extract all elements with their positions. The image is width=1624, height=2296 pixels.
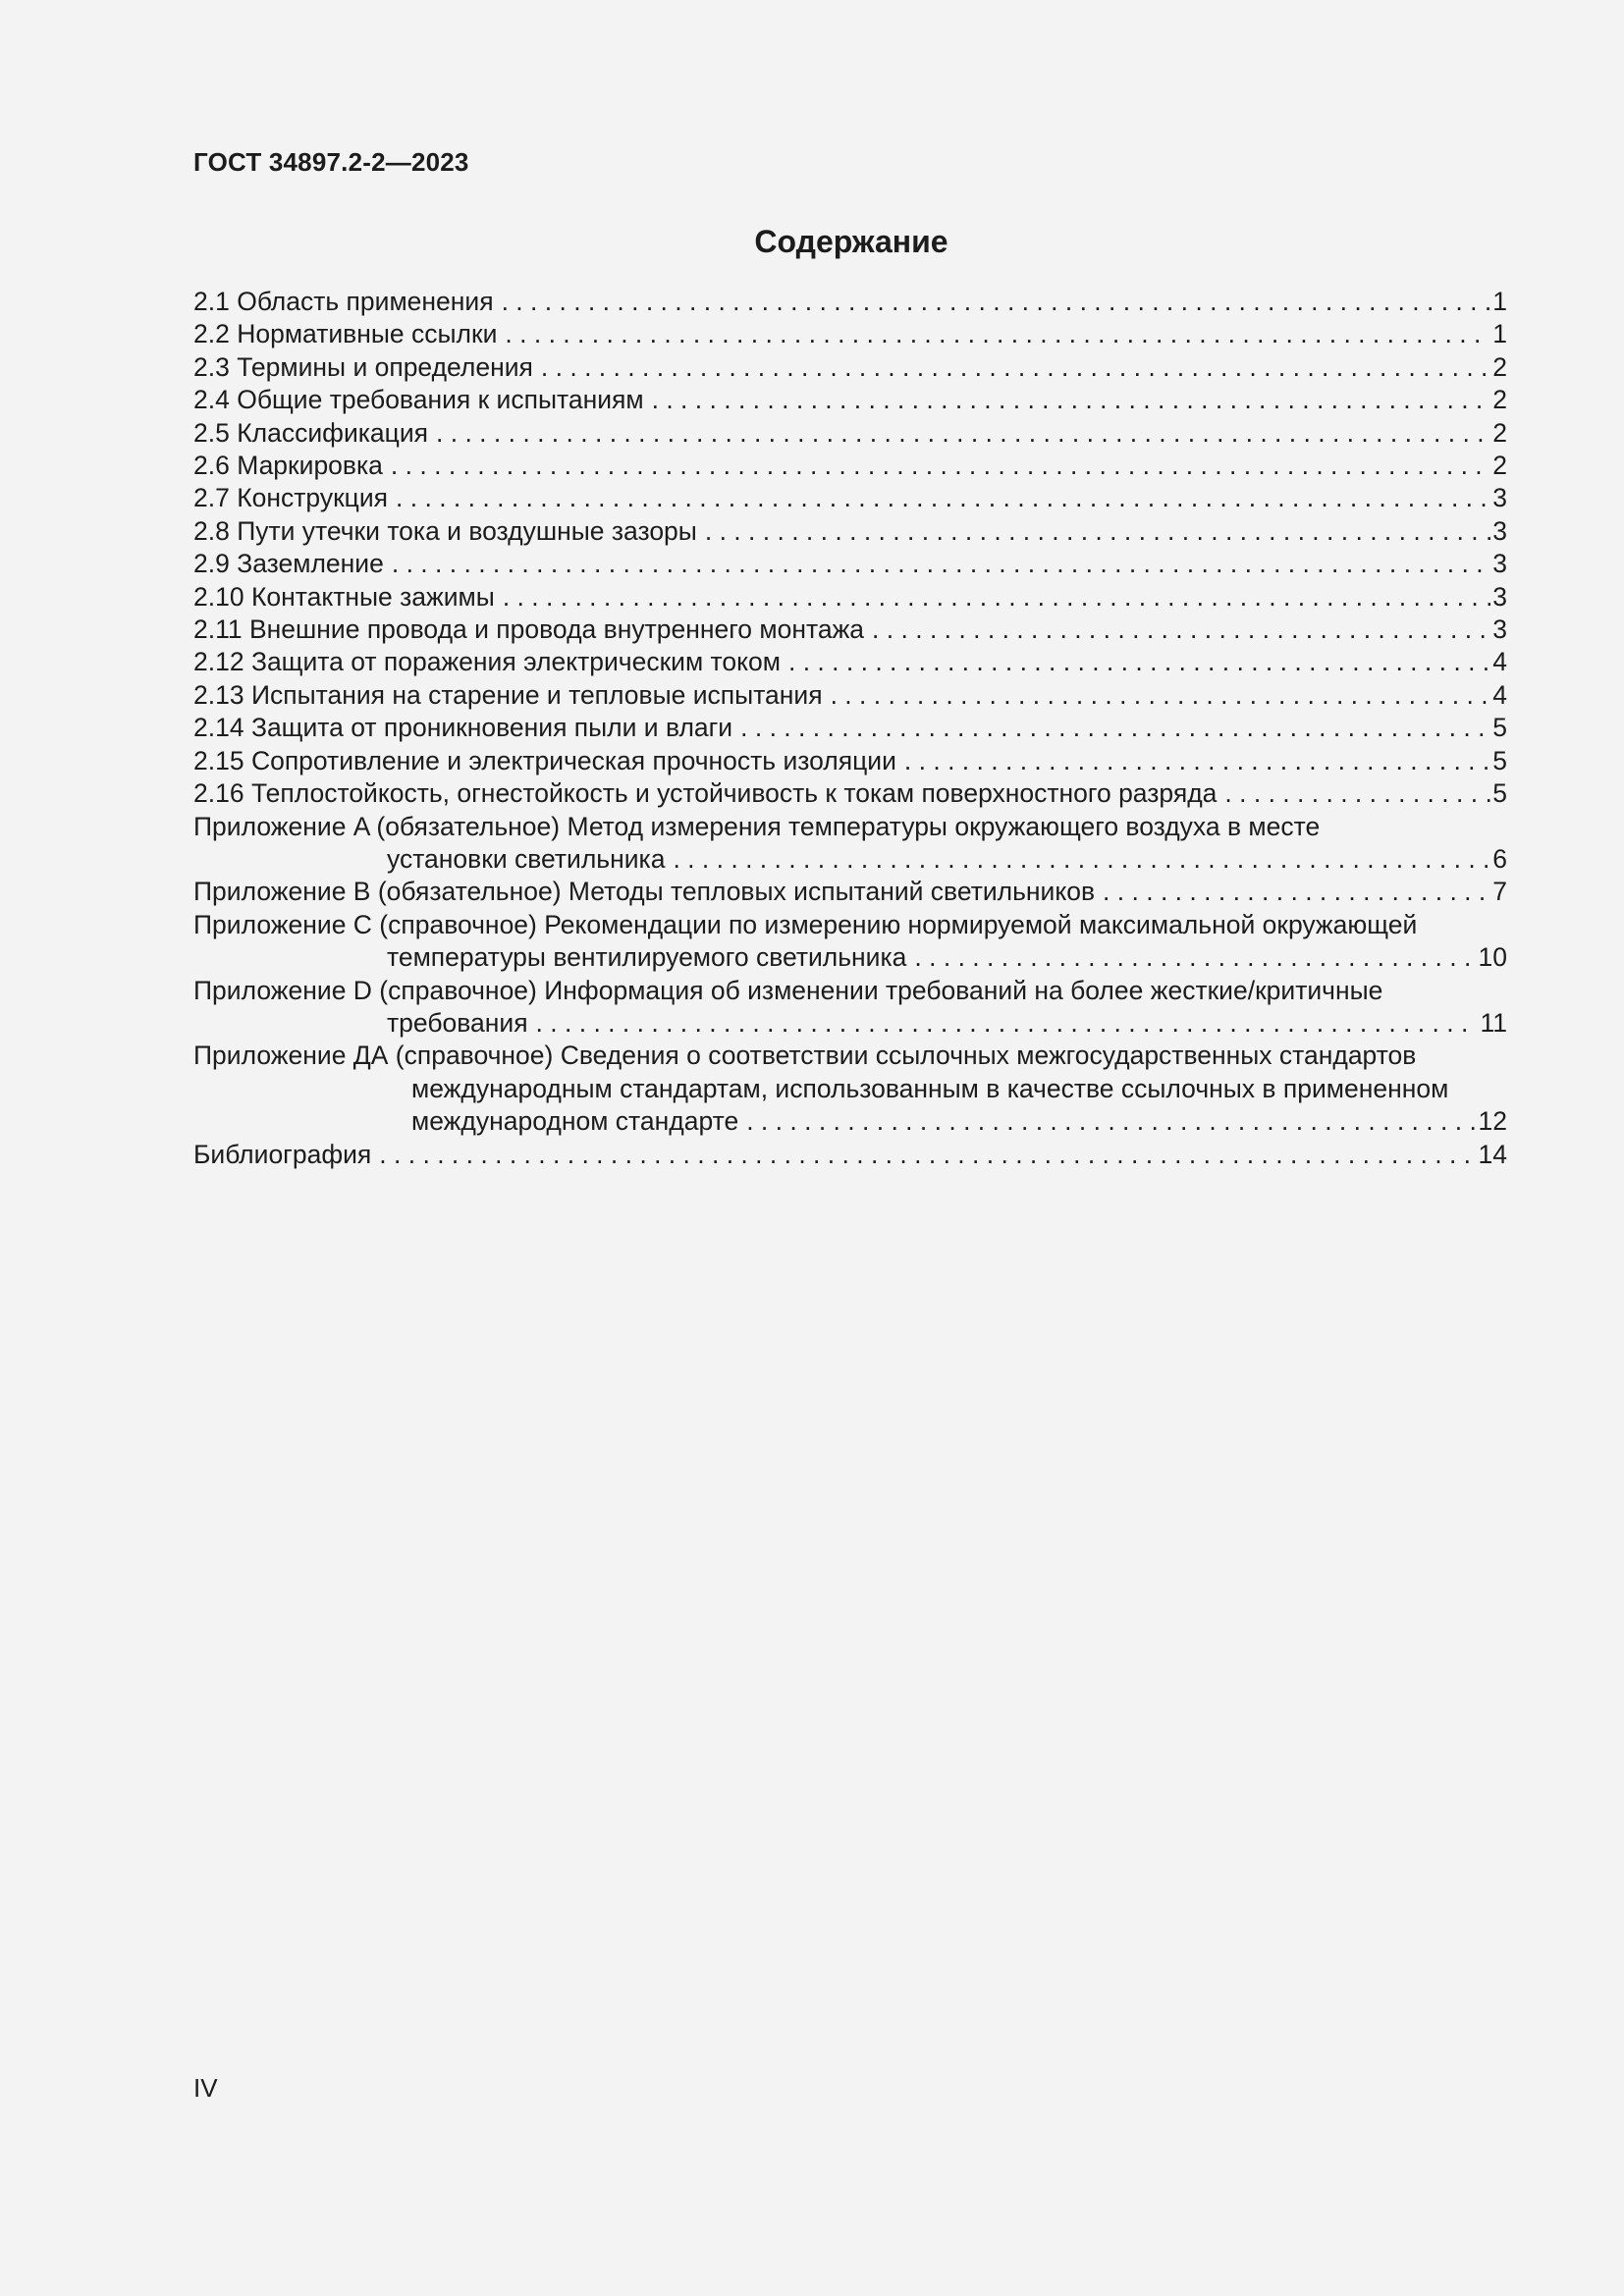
toc-entry-page: 3 <box>1492 581 1507 612</box>
toc-leader-dots <box>505 318 1490 350</box>
toc-entry-page: 14 <box>1478 1139 1507 1169</box>
toc-entry-label: 2.14 Защита от проникновения пыли и влаги <box>193 713 733 743</box>
toc-annex-a-line1[interactable] <box>193 811 1507 843</box>
toc-entry-page: 5 <box>1492 745 1507 775</box>
toc-entry-page: 5 <box>1492 778 1507 809</box>
toc-entry[interactable] <box>193 482 1507 514</box>
toc-leader-dots <box>436 417 1490 450</box>
toc-entry-label: 2.2 Нормативные ссылки <box>193 319 498 349</box>
toc-entry-page: 4 <box>1492 679 1507 710</box>
toc-entry-label: 2.12 Защита от поражения электрическим током <box>193 647 781 677</box>
toc-leader-dots <box>536 1007 1479 1040</box>
toc-title: Содержание <box>754 224 948 259</box>
toc-leader-dots <box>541 351 1490 384</box>
toc-entry-label: Приложение A (обязательное) Метод измерения температуры окружающего воздуха в месте <box>193 811 1321 841</box>
table-of-contents <box>193 286 1507 1171</box>
toc-annex-da-line1[interactable] <box>193 1040 1507 1072</box>
toc-entry-label: Библиография <box>193 1139 372 1169</box>
document-code: ГОСТ 34897.2-2—2023 <box>193 147 469 177</box>
toc-entry-label: Приложение C (справочное) Рекомендации по измерению нормируемой максимальной окружающей <box>193 909 1418 939</box>
toc-entry-label: Приложение D (справочное) Информация об изменении требований на более жесткие/критичные <box>193 975 1383 1005</box>
toc-annex-c-line1[interactable] <box>193 909 1507 941</box>
toc-entry-label: 2.1 Область применения <box>193 287 494 316</box>
toc-annex-c-line2[interactable] <box>193 941 1507 974</box>
toc-leader-dots <box>746 1105 1476 1138</box>
toc-entry[interactable] <box>193 745 1507 777</box>
toc-entry[interactable] <box>193 351 1507 384</box>
toc-entry-label: 2.8 Пути утечки тока и воздушные зазоры <box>193 515 697 546</box>
toc-annex-d-line1[interactable] <box>193 975 1507 1007</box>
toc-entry-label: 2.15 Сопротивление и электрическая прочность изоляции <box>193 745 896 775</box>
toc-entry-page: 11 <box>1480 1007 1507 1038</box>
toc-entry[interactable] <box>193 679 1507 712</box>
toc-leader-dots <box>1224 777 1490 810</box>
toc-entry-label: 2.10 Контактные зажимы <box>193 581 495 612</box>
toc-entry[interactable] <box>193 581 1507 614</box>
toc-entry-label: установки светильника <box>387 843 666 874</box>
toc-entry-label: 2.9 Заземление <box>193 549 384 579</box>
toc-entry[interactable] <box>193 450 1507 482</box>
toc-entry-label: международным стандартам, использованным в качестве ссылочных в примененном <box>411 1073 1449 1103</box>
toc-entry-label: 2.4 Общие требования к испытаниям <box>193 385 644 415</box>
toc-entry[interactable] <box>193 318 1507 350</box>
toc-entry[interactable] <box>193 646 1507 678</box>
toc-entry[interactable] <box>193 286 1507 318</box>
toc-entry-label: международном стандарте <box>411 1106 739 1137</box>
toc-entry-page: 7 <box>1492 877 1507 907</box>
toc-entry-label: 2.6 Маркировка <box>193 451 383 481</box>
toc-annex-b[interactable] <box>193 876 1507 908</box>
page-number: IV <box>193 2073 218 2103</box>
toc-entry-label: температуры вентилируемого светильника <box>387 942 907 973</box>
toc-annex-a-line2[interactable] <box>193 843 1507 876</box>
toc-entry[interactable] <box>193 712 1507 744</box>
toc-leader-dots <box>740 712 1490 744</box>
toc-leader-dots <box>673 843 1490 876</box>
toc-leader-dots <box>914 941 1476 974</box>
toc-leader-dots <box>705 515 1490 548</box>
toc-entry-label: 2.13 Испытания на старение и тепловые испытания <box>193 679 823 710</box>
toc-leader-dots <box>788 646 1490 678</box>
toc-entry-page: 3 <box>1492 614 1507 645</box>
toc-entry[interactable] <box>193 515 1507 548</box>
toc-entry-label: 2.3 Термины и определения <box>193 351 533 382</box>
toc-bibliography[interactable] <box>193 1139 1507 1171</box>
toc-entry-label: Приложение ДА (справочное) Сведения о соответствии ссылочных межгосударственных стандартов <box>193 1041 1417 1071</box>
toc-entry-page: 3 <box>1492 515 1507 546</box>
toc-entry-label: 2.16 Теплостойкость, огнестойкость и устойчивость к токам поверхностного разряда <box>193 778 1218 809</box>
toc-entry-page: 2 <box>1492 385 1507 415</box>
toc-leader-dots <box>502 286 1491 318</box>
toc-entry-page: 4 <box>1492 647 1507 677</box>
toc-entry-label: Приложение B (обязательное) Методы тепловых испытаний светильников <box>193 877 1096 907</box>
toc-entry[interactable] <box>193 614 1507 646</box>
toc-entry-page: 3 <box>1492 549 1507 579</box>
toc-leader-dots <box>396 482 1490 514</box>
toc-entry-page: 2 <box>1492 351 1507 382</box>
toc-entry[interactable] <box>193 777 1507 810</box>
toc-leader-dots <box>872 614 1490 646</box>
toc-leader-dots <box>904 745 1490 777</box>
toc-annex-da-line3[interactable] <box>193 1105 1507 1138</box>
toc-entry-page: 1 <box>1492 287 1507 316</box>
toc-leader-dots <box>831 679 1491 712</box>
toc-entry-page: 10 <box>1478 942 1507 973</box>
toc-entry-page: 3 <box>1492 483 1507 513</box>
toc-entry-page: 12 <box>1478 1106 1507 1137</box>
toc-entry-page: 1 <box>1492 319 1507 349</box>
toc-entry-label: 2.7 Конструкция <box>193 483 389 513</box>
toc-entry-page: 2 <box>1492 417 1507 448</box>
toc-leader-dots <box>391 450 1490 482</box>
toc-entry[interactable] <box>193 417 1507 450</box>
toc-entry-label: требования <box>387 1007 528 1038</box>
toc-leader-dots <box>652 384 1491 416</box>
toc-annex-da-line2[interactable] <box>193 1073 1507 1105</box>
toc-leader-dots <box>1103 876 1490 908</box>
toc-leader-dots <box>379 1139 1476 1171</box>
toc-leader-dots <box>392 548 1490 580</box>
toc-entry-label: 2.11 Внешние провода и провода внутреннего монтажа <box>193 614 865 645</box>
toc-entry-page: 2 <box>1492 451 1507 481</box>
toc-leader-dots <box>503 581 1490 614</box>
toc-entry-label: 2.5 Классификация <box>193 417 428 448</box>
toc-entry-page: 5 <box>1492 713 1507 743</box>
toc-annex-d-line2[interactable] <box>193 1007 1507 1040</box>
toc-entry[interactable] <box>193 548 1507 580</box>
toc-entry[interactable] <box>193 384 1507 416</box>
toc-entry-page: 6 <box>1492 843 1507 874</box>
